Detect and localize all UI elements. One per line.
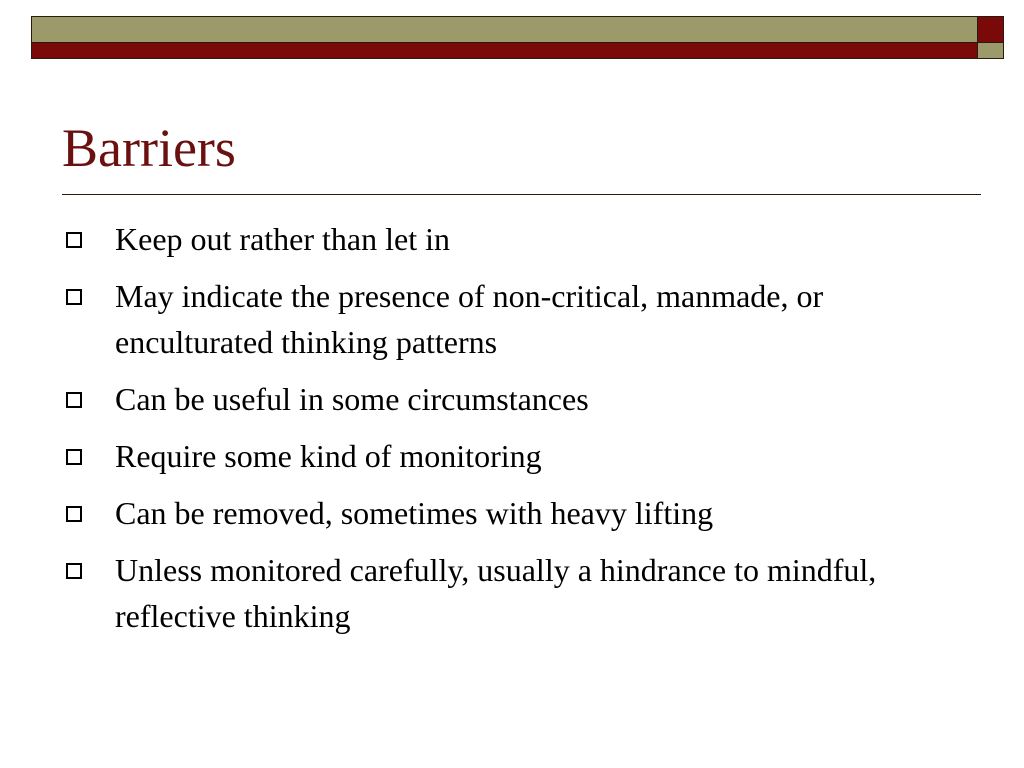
bullet-item: [66, 216, 966, 262]
hollow-square-bullet-icon: [66, 563, 82, 579]
hollow-square-bullet-icon: [66, 449, 82, 465]
bullet-text: Unless monitored carefully, usually a hindrance to mindful, reflective thinking: [115, 552, 877, 634]
bullet-item: [66, 433, 966, 479]
hollow-square-bullet-icon: [66, 392, 82, 408]
header-olive-bar: [31, 16, 978, 43]
header-maroon-square: [977, 16, 1004, 43]
bullet-text: Can be useful in some circumstances: [115, 381, 589, 417]
header-maroon-bar: [31, 42, 978, 59]
hollow-square-bullet-icon: [66, 506, 82, 522]
slide-title: Barriers: [62, 118, 236, 178]
bullet-item: [66, 547, 966, 639]
bullet-text: Keep out rather than let in: [115, 221, 450, 257]
hollow-square-bullet-icon: [66, 289, 82, 305]
hollow-square-bullet-icon: [66, 232, 82, 248]
bullet-item: [66, 490, 966, 536]
title-divider: [62, 194, 981, 195]
bullet-list: [66, 216, 966, 650]
bullet-item: [66, 273, 966, 365]
bullet-item: [66, 376, 966, 422]
header-olive-square: [977, 42, 1004, 59]
bullet-text: May indicate the presence of non-critical, manmade, or enculturated thinking patterns: [115, 278, 824, 360]
bullet-text: Can be removed, sometimes with heavy lifting: [115, 495, 714, 531]
bullet-text: Require some kind of monitoring: [115, 438, 542, 474]
